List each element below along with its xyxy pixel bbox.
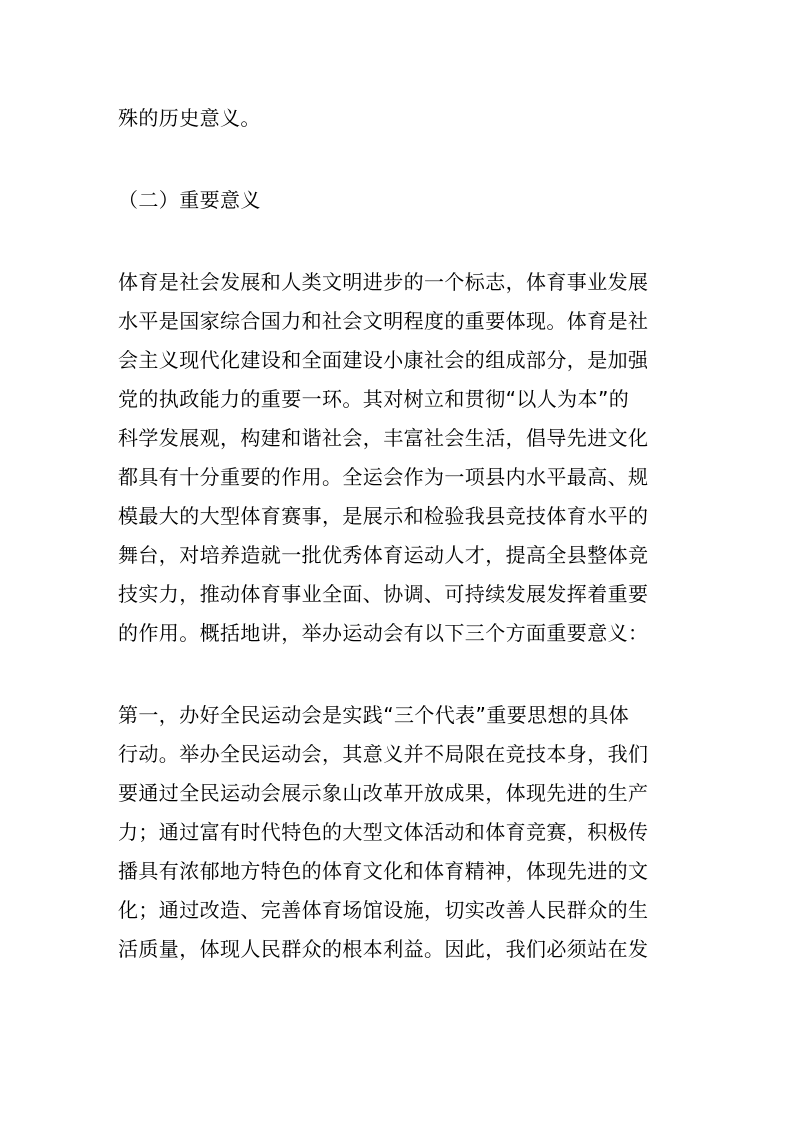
paragraph-1-line: 技实力，推动体育事业全面、协调、可持续发展发挥着重要: [118, 582, 649, 606]
paragraph-1-line: 会主义现代化建设和全面建设小康社会的组成部分，是加强: [118, 348, 649, 372]
paragraph-1-line: 都具有十分重要的作用。全运会作为一项县内水平最高、规: [118, 465, 649, 489]
paragraph-1-line: 水平是国家综合国力和社会文明程度的重要体现。体育是社: [118, 309, 649, 333]
paragraph-2-line: 行动。举办全民运动会，其意义并不局限在竞技本身，我们: [118, 742, 649, 766]
intro-tail-text: 殊的历史意义。: [118, 106, 261, 130]
paragraph-1-line: 体育是社会发展和人类文明进步的一个标志，体育事业发展: [118, 270, 649, 294]
paragraph-1-line: 模最大的大型体育赛事，是展示和检验我县竞技体育水平的: [118, 504, 649, 528]
paragraph-2-line: 力；通过富有时代特色的大型文体活动和体育竞赛，积极传: [118, 820, 649, 844]
paragraph-2-line: 播具有浓郁地方特色的体育文化和体育精神，体现先进的文: [118, 859, 649, 883]
paragraph-1-line: 党的执政能力的重要一环。其对树立和贯彻“以人为本”的: [118, 387, 630, 411]
paragraph-1-line: 舞台，对培养造就一批优秀体育运动人才，提高全县整体竞: [118, 543, 649, 567]
paragraph-1-line: 科学发展观，构建和谐社会，丰富社会生活，倡导先进文化: [118, 426, 649, 450]
section-heading: （二）重要意义: [118, 188, 261, 212]
paragraph-2-line: 第一，办好全民运动会是实践“三个代表”重要思想的具体: [118, 703, 630, 727]
paragraph-2-line: 活质量，体现人民群众的根本利益。因此，我们必须站在发: [118, 937, 649, 961]
paragraph-2-line: 要通过全民运动会展示象山改革开放成果，体现先进的生产: [118, 781, 649, 805]
paragraph-2-line: 化；通过改造、完善体育场馆设施，切实改善人民群众的生: [118, 898, 649, 922]
paragraph-1-line: 的作用。概括地讲，举办运动会有以下三个方面重要意义：: [118, 621, 649, 645]
